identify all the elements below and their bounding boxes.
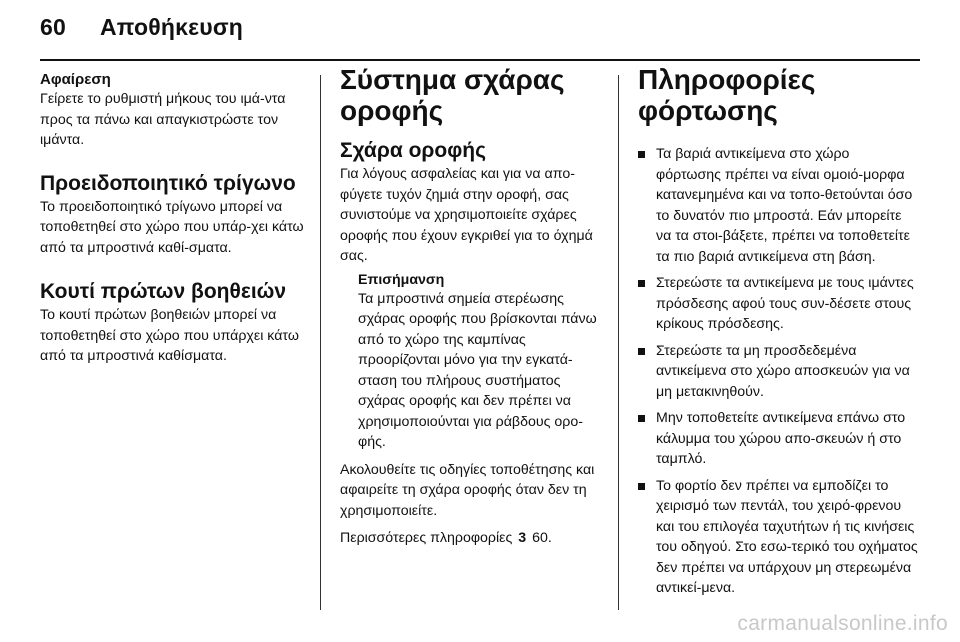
column-divider-1 [320, 75, 321, 610]
loading-info-heading: Πληροφορίες φόρτωσης [638, 64, 816, 126]
more-info-label: Περισσότερες πληροφορίες [340, 530, 513, 546]
instructions-text: Ακολουθείτε τις οδηγίες τοποθέτησης και αφαιρείτε τη σχάρα οροφής όταν δεν τη χρησιμοποιείτε. [340, 461, 595, 519]
roof-rack-subheading: Σχάρα οροφής [340, 139, 486, 162]
removal-heading: Αφαίρεση [40, 71, 111, 88]
more-info-line [340, 528, 608, 549]
bullet-square-icon [638, 280, 645, 287]
roof-rack-system-heading: Σύστημα σχάρας οροφής [340, 64, 565, 126]
warning-triangle-heading: Προειδοποιητικό τρίγωνο [40, 171, 296, 195]
first-aid-kit-heading: Κουτί πρώτων βοηθειών [40, 280, 287, 303]
list-item [638, 144, 918, 267]
warning-triangle-text: Το προειδοποιητικό τρίγωνο μπορεί να τοποθετηθεί στο χώρο που υπάρ-χει κάτω από τα μπροστινά καθί-σματα. [40, 198, 304, 256]
bullet-square-icon [638, 151, 645, 158]
column-divider-2 [618, 75, 619, 610]
header-rule [40, 59, 920, 61]
bullet-square-icon [638, 348, 645, 355]
column-2 [340, 64, 608, 549]
list-item [638, 408, 918, 470]
reference-arrow-icon: 3 [518, 530, 527, 546]
list-item [638, 341, 918, 403]
loading-info-list [638, 144, 918, 599]
note-text: Τα μπροστινά σημεία στερέωσης σχάρας οροφής που βρίσκονται πάνω από το χώρο της καμπίνας προορίζονται μόνο για την εγκατά-σταση του πλήρους συστήματος σχάρας οροφής και δεν πρέπει να χρησιμοποιούνται για ράβδους ορο-φής. [358, 290, 597, 450]
more-info-page-link[interactable]: 60. [532, 530, 552, 546]
list-item-text: Στερεώστε τα αντικείμενα με τους ιμάντες πρόσδεσης αφού τους συν-δέσετε στους κρίκους πρόσδεσης. [656, 275, 914, 332]
list-item-text: Τα βαριά αντικείμενα στο χώρο φόρτωσης πρέπει να είναι ομοιό-μορφα κατανεμημένα και να τοπο-θετούνται όσο το δυνατόν πιο μπροστά. Εάν μπορείτε να τα στοι-βάξετε, πρέπει να τοποθετείτε τα πιο βαριά αντικείμενα στη βάση. [656, 146, 913, 265]
bullet-square-icon [638, 415, 645, 422]
note-block [358, 271, 608, 453]
list-item-text: Το φορτίο δεν πρέπει να εμποδίζει το χειρισμό των πεντάλ, του χειρό-φρενου και του επιλογέα ταχυτήτων ή τις κινήσεις του οδηγού. Στο εσω-τερικό του οχήματος δεν πρέπει να υπάρχουν μη στερεωμένα αντικεί-μενα. [656, 477, 918, 596]
list-item-text: Μην τοποθετείτε αντικείμενα επάνω στο κάλυμμα του χώρου απο-σκευών ή στο ταμπλό. [656, 410, 906, 467]
column-3 [638, 64, 918, 605]
page-header [40, 14, 243, 41]
list-item [638, 273, 918, 335]
roof-rack-intro: Για λόγους ασφαλείας και για να απο-φύγετε τυχόν ζημιά στην οροφή, σας συνιστούμε να χρησιμοποιείτε σχάρες οροφής που έχουν εγκριθεί για το όχημά σας. [340, 166, 593, 264]
column-1 [40, 64, 310, 367]
bullet-square-icon [638, 483, 645, 490]
removal-text: Γείρετε το ρυθμιστή μήκους του ιμά-ντα προς τα πάνω και απαγκιστρώστε τον ιμάντα. [40, 91, 286, 148]
first-aid-kit-text: Το κουτί πρώτων βοηθειών μπορεί να τοποθετηθεί στο χώρο που υπάρχει κάτω από τα μπροστινά καθίσματα. [40, 307, 299, 364]
note-title: Επισήμανση [358, 271, 445, 288]
list-item-text: Στερεώστε τα μη προσδεδεμένα αντικείμενα στο χώρο αποσκευών για να μη μετακινηθούν. [656, 342, 910, 400]
list-item [638, 476, 918, 599]
page-title: Αποθήκευση [100, 14, 244, 40]
page-number: 60 [40, 14, 66, 40]
watermark: carmanualsonline.info [737, 612, 948, 635]
